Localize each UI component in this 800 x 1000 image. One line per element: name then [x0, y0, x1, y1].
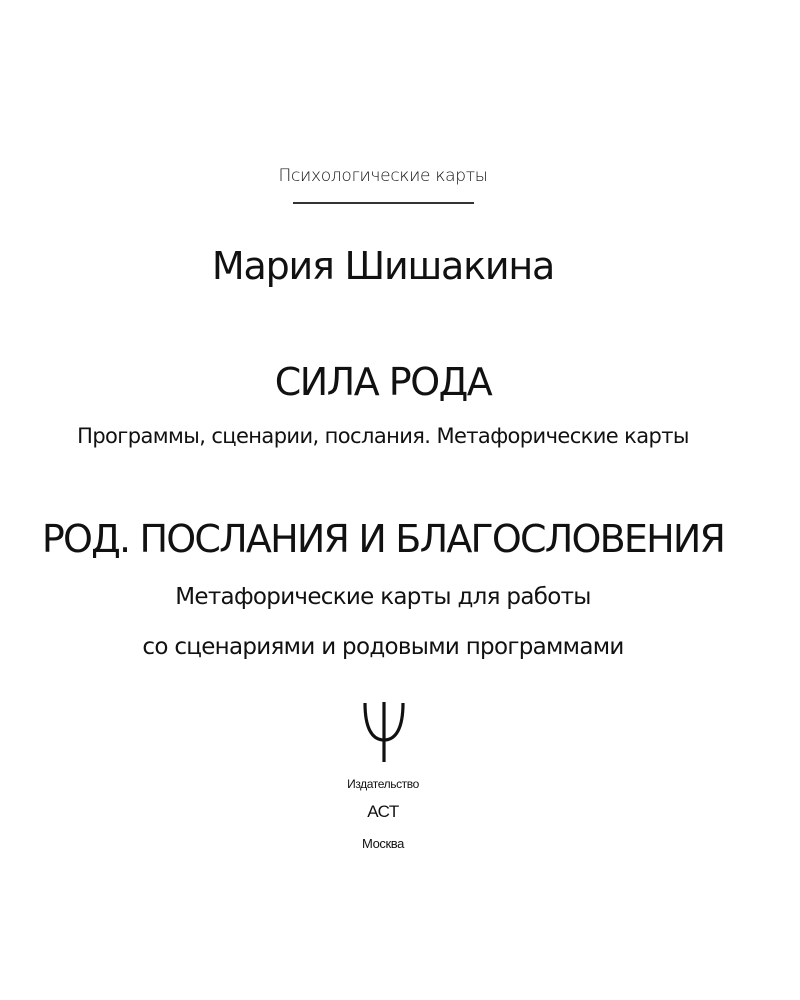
book-title-2: РОД. ПОСЛАНИЯ И БЛАГОСЛОВЕНИЯ — [41, 517, 725, 561]
publisher-label: Издательство — [347, 777, 419, 791]
publisher-name: АСТ — [367, 802, 399, 821]
series-label: Психологические карты — [278, 166, 488, 186]
book-subtitle-2-line-2: со сценариями и родовыми программами — [142, 634, 624, 660]
book-title-1: СИЛА РОДА — [274, 360, 492, 404]
series-underline — [293, 202, 474, 204]
book-subtitle-2-line-1: Метафорические карты для работы — [175, 584, 591, 610]
psi-icon — [360, 700, 408, 764]
author-name: Мария Шишакина — [211, 244, 555, 288]
book-subtitle-1: Программы, сценарии, послания. Метафорические карты — [77, 424, 689, 448]
publisher-city: Москва — [362, 836, 404, 851]
